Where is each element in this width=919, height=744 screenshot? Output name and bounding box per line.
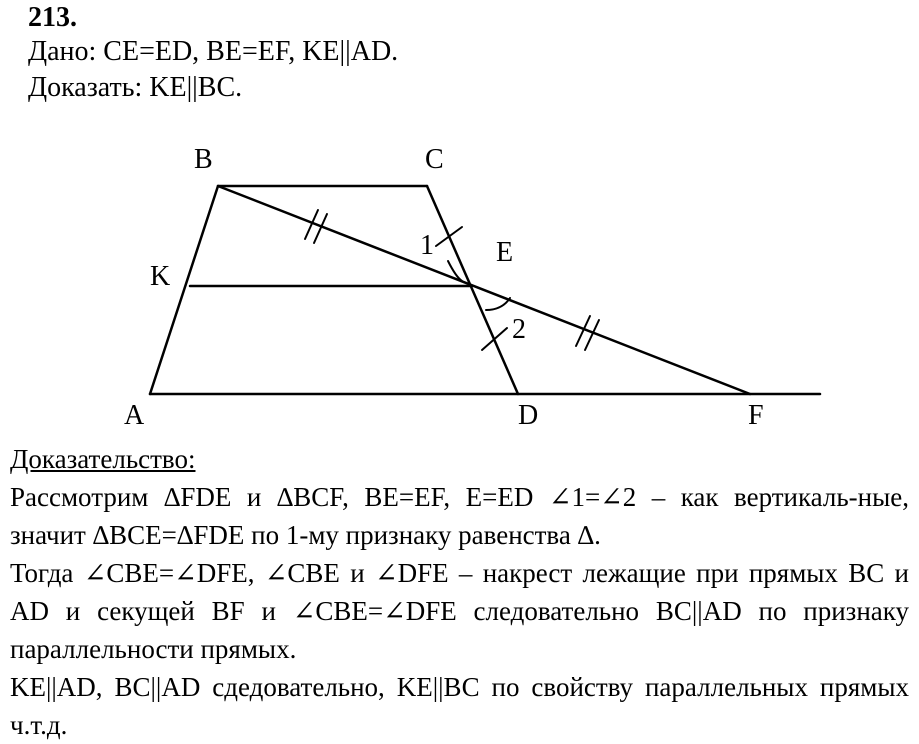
segment-cd bbox=[427, 186, 518, 394]
label-e: E bbox=[496, 237, 514, 268]
label-angle-1: 1 bbox=[420, 230, 434, 261]
proof-paragraph: Тогда ∠CBE=∠DFE, ∠CBE и ∠DFE – накрест лежащие при прямых BC и AD и секущей BF и ∠CBE=∠DFE следовательно BC||AD по признаку параллельности прямых. bbox=[10, 558, 909, 664]
problem-number: 213. bbox=[28, 2, 77, 33]
prove-statement: Доказать: KE||BC. bbox=[28, 72, 243, 103]
segment-bf bbox=[218, 186, 750, 394]
geometry-figure bbox=[0, 130, 919, 440]
label-d: D bbox=[518, 400, 539, 431]
proof-section bbox=[10, 440, 909, 744]
given-statement: Дано: CE=ED, BE=EF, KE||AD. bbox=[28, 36, 399, 67]
label-a: A bbox=[124, 400, 145, 431]
tick-ce bbox=[436, 227, 462, 246]
label-angle-2: 2 bbox=[512, 314, 526, 345]
proof-paragraph: Рассмотрим ∆FDE и ∆BCF, BE=EF, E=ED ∠1=∠2 – как вертикаль-ные, значит ∆BCE=∆FDE по 1-му признаку равенства ∆. bbox=[10, 482, 909, 550]
tick-ed bbox=[482, 328, 507, 350]
proof-paragraph: KE||AD, BC||AD сдедовательно, KE||BC по свойству параллельных прямых ч.т.д. bbox=[10, 672, 909, 740]
label-b: B bbox=[194, 144, 213, 175]
label-c: C bbox=[425, 144, 444, 175]
label-f: F bbox=[748, 400, 764, 431]
label-k: K bbox=[150, 261, 171, 292]
proof-heading: Доказательство: bbox=[10, 444, 196, 474]
